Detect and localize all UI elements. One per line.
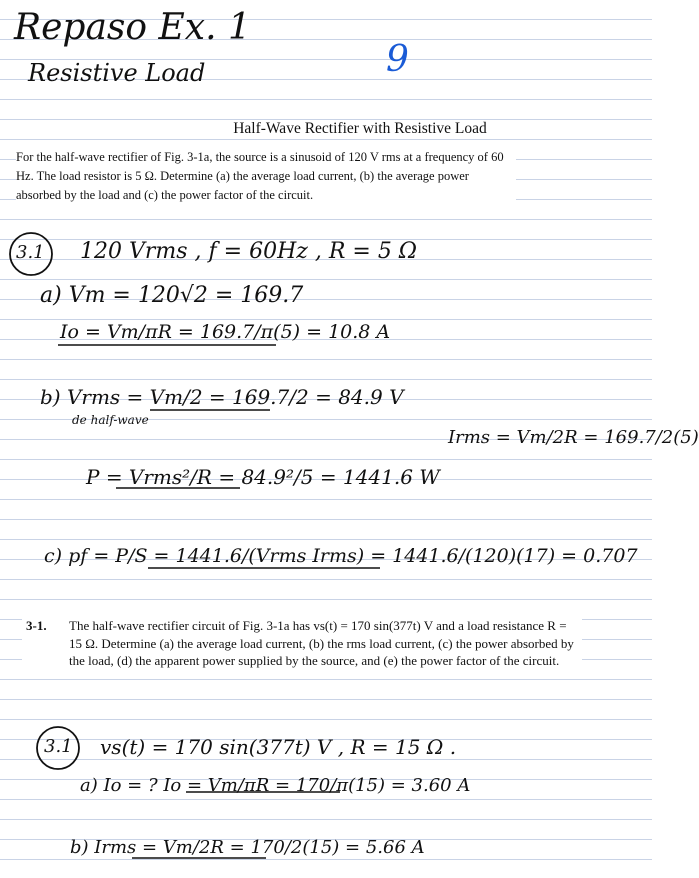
solution-31-part-b-power: P = Vrms²/R = 84.9²/5 = 1441.6 W xyxy=(86,465,440,489)
blue-margin-mark: 9 xyxy=(386,39,409,80)
solution-31-part-b-irms: Irms = Vm/2R = 169.7/2(5) xyxy=(448,427,699,448)
solution-3-1-given: vs(t) = 170 sin(377t) V , R = 15 Ω . xyxy=(100,735,457,759)
problem-statement-31: For the half-wave rectifier of Fig. 3-1a, the source is a sinusoid of 120 V rms at a frequency of 60 Hz. The load resistor is 5 Ω. Determine (a) the average load current, (b) the average power absorbed by the load and (c) the power factor of the circuit. xyxy=(16,148,516,205)
handwritten-title-line2: Resistive Load xyxy=(28,59,206,87)
solution-31-part-a-vm: a) Vm = 120√2 = 169.7 xyxy=(40,283,304,308)
handwritten-title-line1: Repaso Ex. 1 xyxy=(14,7,251,48)
solution-3-1-part-b: b) Irms = Vm/2R = 170/2(15) = 5.66 A xyxy=(70,837,425,858)
problem-statement-3-1 xyxy=(22,615,582,672)
solution-3-1-label: 3.1 xyxy=(44,736,73,757)
section-title: Half-Wave Rectifier with Resistive Load xyxy=(200,120,520,138)
problem-text: The half-wave rectifier circuit of Fig. 3-1a has vs(t) = 170 sin(377t) V and a load resistance R = 15 Ω. Determine (a) the average load current, (b) the rms load current, (c) the power absorbed by the load, (d) the apparent power supplied by the source, and (e) the power factor of the circuit. xyxy=(69,618,574,668)
solution-31-part-c: c) pf = P/S = 1441.6/(Vrms Irms) = 1441.6/(120)(17) = 0.707 xyxy=(44,545,638,567)
solution-31-given: 120 Vrms , f = 60Hz , R = 5 Ω xyxy=(80,239,418,264)
solution-3-1-part-a: a) Io = ? Io = Vm/πR = 170/π(15) = 3.60 A xyxy=(80,775,471,796)
problem-number: 3-1. xyxy=(26,618,47,633)
solution-31-part-b-note: de half-wave xyxy=(72,413,149,427)
solution-31-part-b-vrms: b) Vrms = Vm/2 = 169.7/2 = 84.9 V xyxy=(40,385,404,409)
solution-31-part-a-io: Io = Vm/πR = 169.7/π(5) = 10.8 A xyxy=(60,321,391,343)
solution-31-label: 3.1 xyxy=(16,242,45,263)
